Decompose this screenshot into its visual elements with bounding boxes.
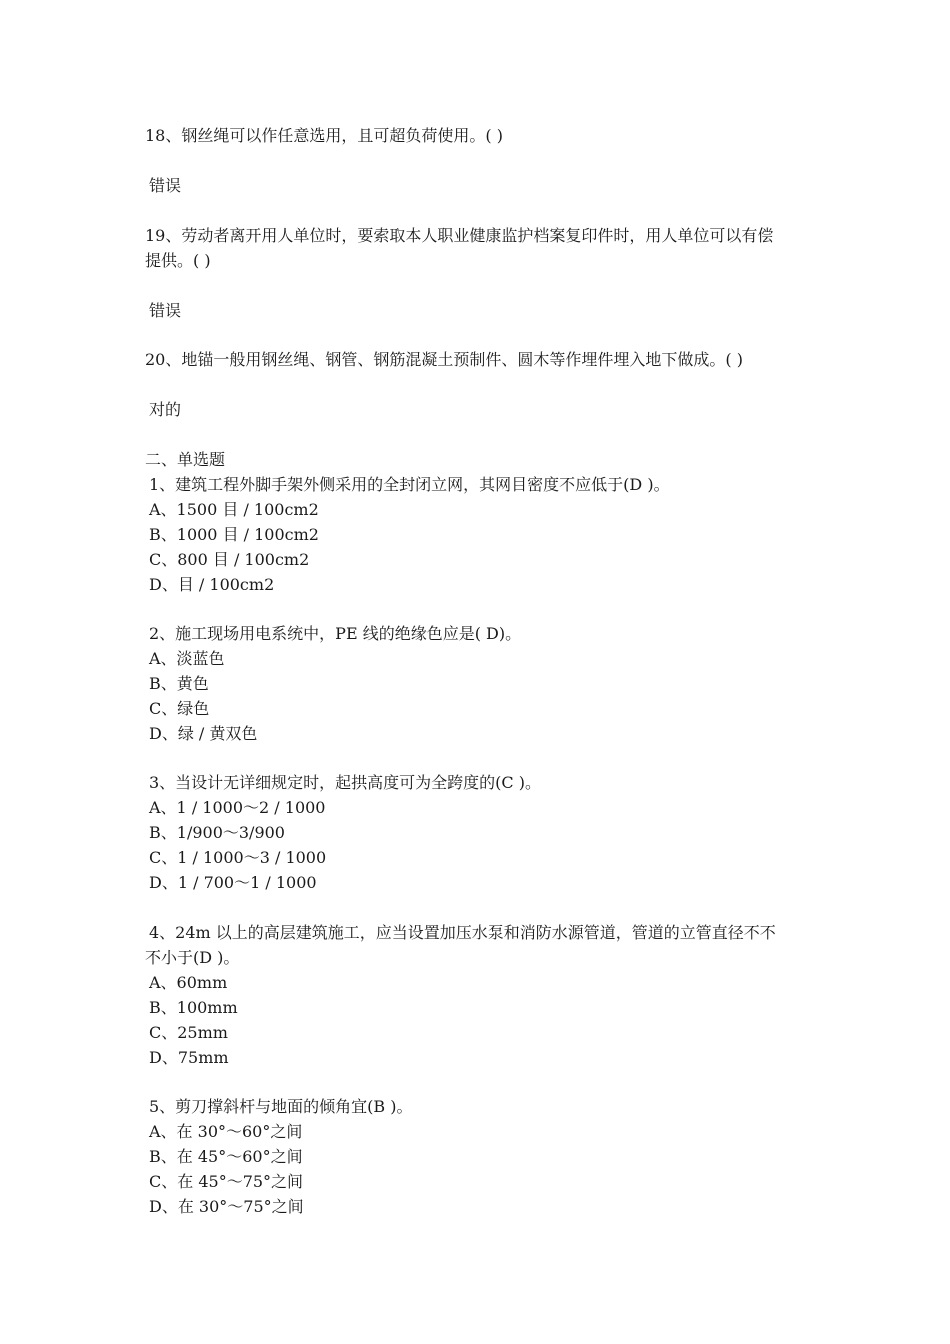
mc-question-4-line1: 4、24m 以上的高层建筑施工，应当设置加压水泵和消防水源管道，管道的立管直径不不 — [149, 923, 776, 942]
mc-4-option-b: B、100mm — [149, 998, 238, 1017]
mc-1-option-d: D、目 / 100cm2 — [149, 575, 275, 594]
mc-1-option-a: A、1500 目 / 100cm2 — [149, 500, 319, 519]
mc-4-option-d: D、75mm — [149, 1048, 229, 1067]
mc-2-option-b: B、黄色 — [149, 674, 209, 693]
mc-5-option-a: A、在 30°～60°之间 — [149, 1122, 303, 1141]
mc-3-option-d: D、1 / 700～1 / 1000 — [149, 873, 317, 892]
mc-question-5: 5、剪刀撑斜杆与地面的倾角宜(B )。 — [149, 1097, 413, 1116]
mc-question-3: 3、当设计无详细规定时，起拱高度可为全跨度的(C )。 — [149, 773, 541, 792]
mc-1-option-c: C、800 目 / 100cm2 — [149, 550, 310, 569]
question-18: 18、钢丝绳可以作任意选用，且可超负荷使用。( ) — [145, 126, 503, 145]
mc-4-option-a: A、60mm — [149, 973, 228, 992]
mc-question-2: 2、施工现场用电系统中，PE 线的绝缘色应是( D)。 — [149, 624, 522, 643]
answer-18: 错误 — [149, 176, 182, 195]
mc-2-option-d: D、绿 / 黄双色 — [149, 724, 258, 743]
mc-3-option-b: B、1/900～3/900 — [149, 823, 285, 842]
mc-question-1: 1、建筑工程外脚手架外侧采用的全封闭立网，其网目密度不应低于(D )。 — [149, 475, 670, 494]
answer-20: 对的 — [149, 400, 182, 419]
mc-5-option-c: C、在 45°～75°之间 — [149, 1172, 304, 1191]
answer-19: 错误 — [149, 301, 182, 320]
mc-3-option-c: C、1 / 1000～3 / 1000 — [149, 848, 327, 867]
question-19-line1: 19、劳动者离开用人单位时，要索取本人职业健康监护档案复印件时，用人单位可以有偿 — [145, 226, 774, 245]
mc-2-option-c: C、绿色 — [149, 699, 210, 718]
mc-question-4-line2: 不小于(D )。 — [145, 948, 240, 967]
mc-3-option-a: A、1 / 1000～2 / 1000 — [149, 798, 326, 817]
mc-1-option-b: B、1000 目 / 100cm2 — [149, 525, 319, 544]
mc-4-option-c: C、25mm — [149, 1023, 228, 1042]
question-20: 20、地锚一般用钢丝绳、钢管、钢筋混凝土预制件、圆木等作埋件埋入地下做成。( ) — [145, 350, 743, 369]
mc-5-option-b: B、在 45°～60°之间 — [149, 1147, 303, 1166]
mc-2-option-a: A、淡蓝色 — [149, 649, 225, 668]
section-title: 二、单选题 — [145, 450, 226, 469]
mc-5-option-d: D、在 30°～75°之间 — [149, 1197, 304, 1216]
question-19-line2: 提供。( ) — [145, 251, 211, 270]
